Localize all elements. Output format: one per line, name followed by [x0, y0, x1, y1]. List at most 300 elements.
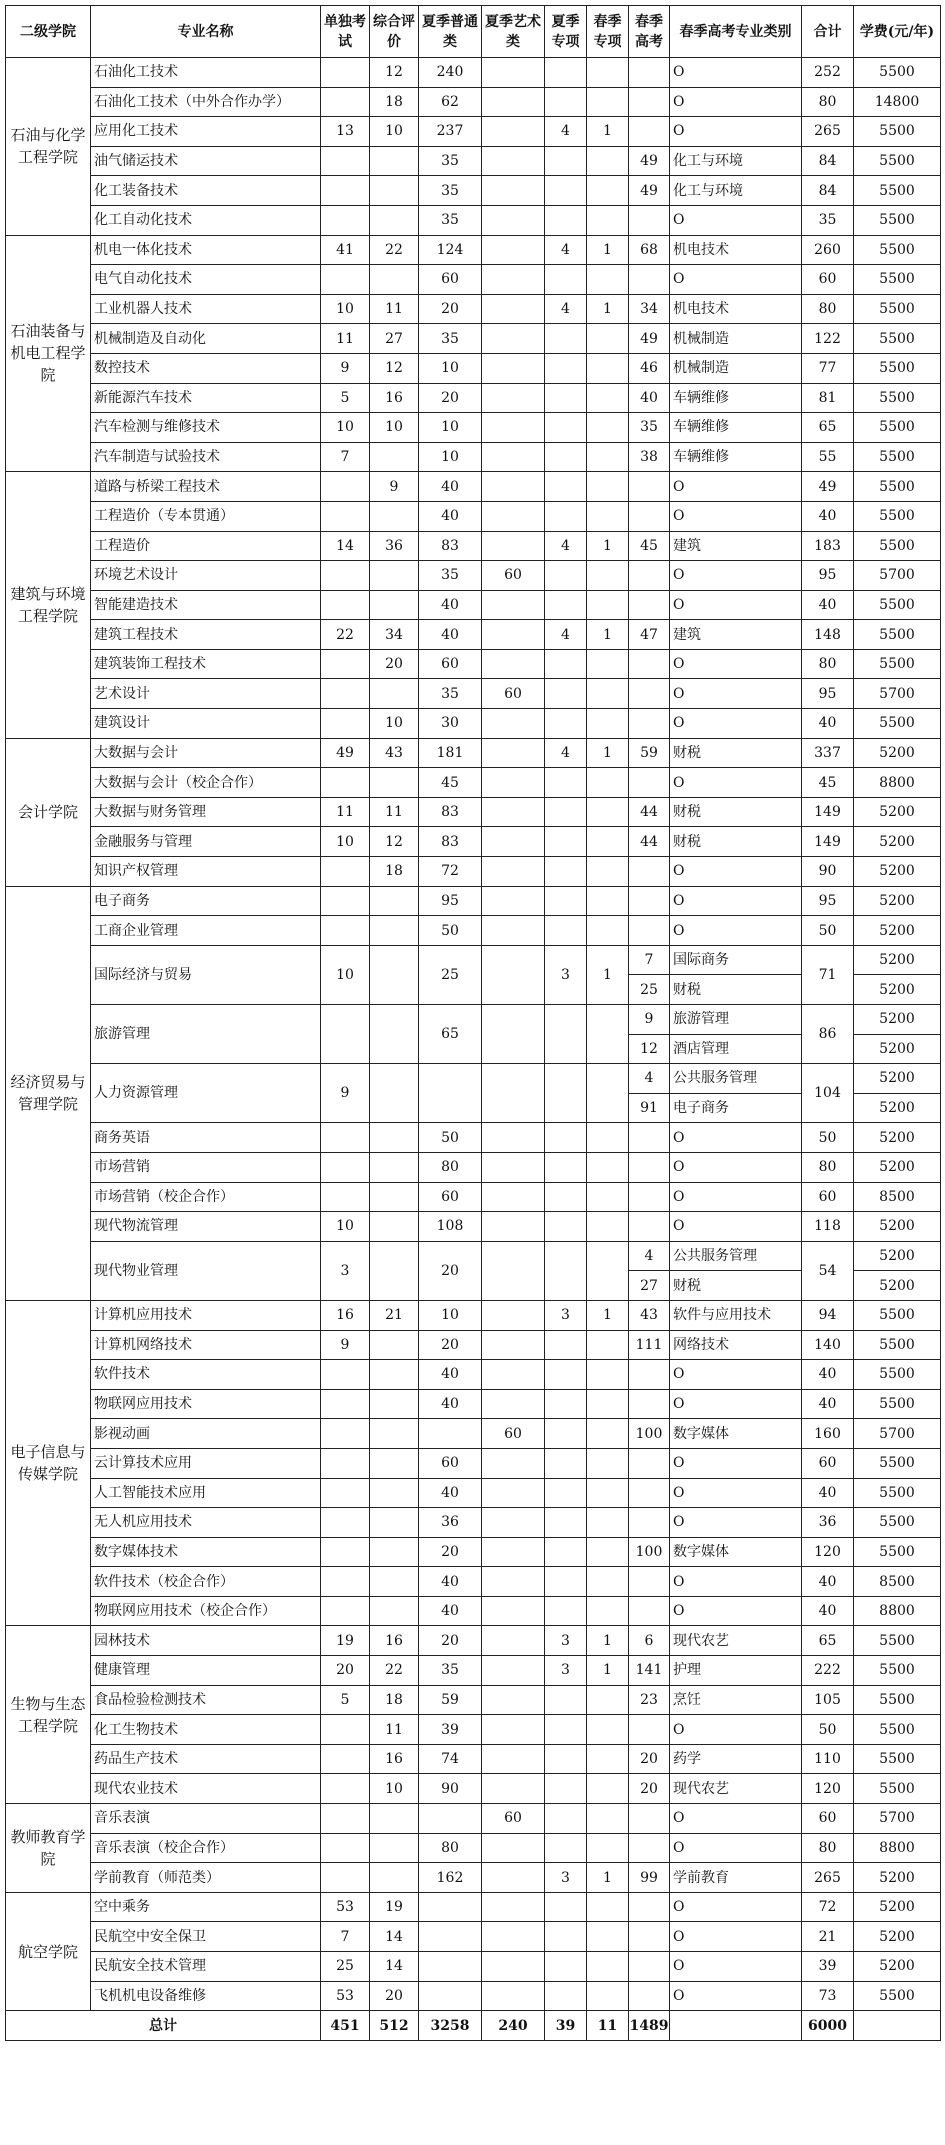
tuition-fee: 5200	[854, 1271, 941, 1301]
comprehensive-count: 10	[370, 1774, 419, 1804]
major-name: 艺术设计	[91, 679, 321, 709]
comprehensive-count	[370, 265, 419, 295]
major-total: 337	[802, 738, 854, 768]
summer-general-count: 30	[419, 709, 482, 739]
solo-exam-count: 10	[321, 294, 370, 324]
summer-general-count: 60	[419, 1182, 482, 1212]
spring-exam-count	[629, 590, 670, 620]
comprehensive-count	[370, 1360, 419, 1390]
major-name: 机械制造及自动化	[91, 324, 321, 354]
solo-exam-count	[321, 649, 370, 679]
major-name: 应用化工技术	[91, 117, 321, 147]
major-name: 油气储运技术	[91, 146, 321, 176]
comprehensive-count	[370, 1330, 419, 1360]
tuition-fee: 5500	[854, 1478, 941, 1508]
major-name: 大数据与财务管理	[91, 797, 321, 827]
summer-art-count	[482, 1656, 545, 1686]
solo-exam-count	[321, 87, 370, 117]
spring-category: 化工与环境	[670, 176, 802, 206]
summer-general-count: 20	[419, 294, 482, 324]
comprehensive-count	[370, 561, 419, 591]
summer-special-count	[545, 1952, 587, 1982]
comprehensive-count	[370, 768, 419, 798]
comprehensive-count: 10	[370, 117, 419, 147]
table-row	[6, 501, 941, 531]
major-total: 222	[802, 1656, 854, 1686]
spring-special-count	[587, 146, 629, 176]
major-total: 95	[802, 561, 854, 591]
solo-exam-count: 10	[321, 1212, 370, 1242]
spring-special-count	[587, 1981, 629, 2011]
table-row	[6, 383, 941, 413]
major-name: 音乐表演（校企合作）	[91, 1833, 321, 1863]
major-name: 民航空中安全保卫	[91, 1922, 321, 1952]
summer-art-count	[482, 1596, 545, 1626]
tuition-fee: 5500	[854, 1685, 941, 1715]
tuition-fee: 5500	[854, 383, 941, 413]
table-row	[6, 1774, 941, 1804]
summer-special-count: 4	[545, 235, 587, 265]
spring-special-count	[587, 709, 629, 739]
solo-exam-count	[321, 1389, 370, 1419]
solo-exam-count: 10	[321, 827, 370, 857]
table-row	[6, 768, 941, 798]
summer-general-count	[419, 1804, 482, 1834]
summer-art-count	[482, 235, 545, 265]
spring-exam-count: 141	[629, 1656, 670, 1686]
spring-exam-count	[629, 1952, 670, 1982]
solo-exam-count: 9	[321, 1330, 370, 1360]
tuition-fee: 5500	[854, 1774, 941, 1804]
spring-category: 财税	[670, 975, 802, 1005]
summer-special-count	[545, 87, 587, 117]
major-name: 健康管理	[91, 1656, 321, 1686]
comprehensive-count: 22	[370, 1656, 419, 1686]
solo-exam-count	[321, 1005, 370, 1064]
spring-exam-count	[629, 1212, 670, 1242]
table-row	[6, 1922, 941, 1952]
spring-category: 财税	[670, 797, 802, 827]
tuition-fee: 5200	[854, 1212, 941, 1242]
spring-special-count	[587, 1804, 629, 1834]
comprehensive-count	[370, 1152, 419, 1182]
tuition-fee: 5200	[854, 1005, 941, 1035]
comprehensive-count: 36	[370, 531, 419, 561]
major-name: 食品检验检测技术	[91, 1685, 321, 1715]
comprehensive-count	[370, 501, 419, 531]
table-row	[6, 1064, 941, 1094]
tuition-fee: 5500	[854, 709, 941, 739]
major-total: 54	[802, 1241, 854, 1300]
summer-art-count	[482, 886, 545, 916]
summer-general-count: 36	[419, 1508, 482, 1538]
major-name: 电子商务	[91, 886, 321, 916]
solo-exam-count	[321, 1182, 370, 1212]
comprehensive-count: 11	[370, 294, 419, 324]
major-name: 工程造价（专本贯通）	[91, 501, 321, 531]
spring-exam-count	[629, 1804, 670, 1834]
tuition-fee: 5200	[854, 945, 941, 975]
summer-special-count	[545, 1537, 587, 1567]
spring-special-count	[587, 1419, 629, 1449]
solo-exam-count: 14	[321, 531, 370, 561]
solo-exam-count: 53	[321, 1892, 370, 1922]
table-row	[6, 265, 941, 295]
summer-art-count: 60	[482, 1419, 545, 1449]
header-summer-art: 夏季艺术类	[482, 6, 545, 58]
comprehensive-count	[370, 1537, 419, 1567]
header-solo-exam: 单独考试	[321, 6, 370, 58]
tuition-fee: 5500	[854, 294, 941, 324]
solo-exam-count	[321, 679, 370, 709]
solo-exam-count	[321, 1833, 370, 1863]
comprehensive-count: 14	[370, 1952, 419, 1982]
table-row	[6, 1626, 941, 1656]
spring-category: O	[670, 679, 802, 709]
spring-exam-count	[629, 117, 670, 147]
summer-special-count: 3	[545, 1300, 587, 1330]
summer-general-count: 83	[419, 827, 482, 857]
header-spring-special: 春季专项	[587, 6, 629, 58]
summer-art-count	[482, 501, 545, 531]
comprehensive-count	[370, 679, 419, 709]
spring-exam-count: 25	[629, 975, 670, 1005]
spring-exam-count: 20	[629, 1744, 670, 1774]
major-name: 民航安全技术管理	[91, 1952, 321, 1982]
summer-general-count: 40	[419, 472, 482, 502]
major-name: 空中乘务	[91, 1892, 321, 1922]
totals-row	[6, 2011, 941, 2041]
summer-art-count	[482, 709, 545, 739]
summer-general-count: 72	[419, 857, 482, 887]
major-total: 40	[802, 1478, 854, 1508]
solo-exam-count	[321, 1804, 370, 1834]
spring-category: 机电技术	[670, 235, 802, 265]
major-total: 120	[802, 1774, 854, 1804]
spring-category: 机电技术	[670, 294, 802, 324]
header-summer-special: 夏季专项	[545, 6, 587, 58]
solo-exam-count	[321, 590, 370, 620]
tuition-fee: 5500	[854, 442, 941, 472]
summer-special-count	[545, 679, 587, 709]
solo-exam-count: 25	[321, 1952, 370, 1982]
tuition-fee: 5200	[854, 797, 941, 827]
summer-art-count	[482, 472, 545, 502]
spring-exam-count	[629, 561, 670, 591]
major-name: 工业机器人技术	[91, 294, 321, 324]
table-row	[6, 1744, 941, 1774]
spring-exam-count	[629, 1123, 670, 1153]
tuition-fee: 5500	[854, 1300, 941, 1330]
solo-exam-count: 11	[321, 324, 370, 354]
summer-special-count: 4	[545, 738, 587, 768]
major-name: 学前教育（师范类）	[91, 1863, 321, 1893]
spring-special-count	[587, 1123, 629, 1153]
tuition-fee: 5200	[854, 1034, 941, 1064]
spring-category: O	[670, 1389, 802, 1419]
summer-general-count	[419, 1419, 482, 1449]
comprehensive-count	[370, 1567, 419, 1597]
comprehensive-count: 12	[370, 827, 419, 857]
spring-special-count	[587, 353, 629, 383]
major-name: 新能源汽车技术	[91, 383, 321, 413]
spring-exam-count: 68	[629, 235, 670, 265]
summer-special-count	[545, 1212, 587, 1242]
spring-special-count	[587, 1892, 629, 1922]
tuition-fee: 5500	[854, 1744, 941, 1774]
solo-exam-count	[321, 1744, 370, 1774]
spring-special-count	[587, 1478, 629, 1508]
summer-art-count	[482, 1774, 545, 1804]
totals-solo: 451	[321, 2011, 370, 2041]
summer-special-count	[545, 1241, 587, 1300]
major-total: 77	[802, 353, 854, 383]
table-row	[6, 679, 941, 709]
spring-exam-count: 100	[629, 1537, 670, 1567]
spring-category: 机械制造	[670, 324, 802, 354]
summer-art-count	[482, 1241, 545, 1300]
spring-category: 电子商务	[670, 1093, 802, 1123]
summer-special-count	[545, 797, 587, 827]
spring-exam-count	[629, 1715, 670, 1745]
summer-general-count: 80	[419, 1833, 482, 1863]
spring-special-count	[587, 1833, 629, 1863]
major-total: 80	[802, 1152, 854, 1182]
comprehensive-count: 20	[370, 649, 419, 679]
summer-special-count	[545, 205, 587, 235]
spring-category: 现代农艺	[670, 1626, 802, 1656]
summer-general-count: 20	[419, 1537, 482, 1567]
major-name: 软件技术	[91, 1360, 321, 1390]
tuition-fee: 5500	[854, 1389, 941, 1419]
summer-general-count: 40	[419, 1389, 482, 1419]
summer-art-count: 60	[482, 679, 545, 709]
summer-general-count	[419, 1064, 482, 1123]
major-name: 道路与桥梁工程技术	[91, 472, 321, 502]
spring-special-count	[587, 1330, 629, 1360]
solo-exam-count: 7	[321, 442, 370, 472]
spring-category: O	[670, 58, 802, 88]
spring-category: 建筑	[670, 531, 802, 561]
comprehensive-count: 19	[370, 1892, 419, 1922]
summer-special-count	[545, 1152, 587, 1182]
tuition-fee: 8800	[854, 1596, 941, 1626]
major-total: 40	[802, 1389, 854, 1419]
spring-category: O	[670, 590, 802, 620]
summer-general-count	[419, 1952, 482, 1982]
college-name: 石油与化学工程学院	[6, 58, 91, 236]
major-name: 云计算技术应用	[91, 1448, 321, 1478]
spring-special-count	[587, 1212, 629, 1242]
summer-special-count	[545, 1567, 587, 1597]
table-row	[6, 1656, 941, 1686]
spring-exam-count: 23	[629, 1685, 670, 1715]
table-row	[6, 294, 941, 324]
comprehensive-count: 22	[370, 235, 419, 265]
major-total: 65	[802, 413, 854, 443]
spring-exam-count	[629, 1596, 670, 1626]
spring-category: O	[670, 1833, 802, 1863]
table-row	[6, 649, 941, 679]
spring-special-count	[587, 58, 629, 88]
table-row	[6, 561, 941, 591]
summer-general-count: 20	[419, 1330, 482, 1360]
spring-category: 旅游管理	[670, 1005, 802, 1035]
table-row	[6, 531, 941, 561]
spring-special-count	[587, 1152, 629, 1182]
spring-category: 化工与环境	[670, 146, 802, 176]
spring-category: O	[670, 1508, 802, 1538]
spring-special-count	[587, 1952, 629, 1982]
major-total: 149	[802, 797, 854, 827]
summer-art-count	[482, 1389, 545, 1419]
table-row	[6, 235, 941, 265]
tuition-fee: 5500	[854, 205, 941, 235]
spring-special-count	[587, 827, 629, 857]
major-name: 计算机应用技术	[91, 1300, 321, 1330]
table-row	[6, 1152, 941, 1182]
summer-special-count	[545, 649, 587, 679]
summer-special-count	[545, 1892, 587, 1922]
tuition-fee: 5500	[854, 1360, 941, 1390]
table-row	[6, 1419, 941, 1449]
spring-exam-count	[629, 1478, 670, 1508]
spring-special-count	[587, 1744, 629, 1774]
major-name: 化工生物技术	[91, 1715, 321, 1745]
tuition-fee: 8500	[854, 1567, 941, 1597]
solo-exam-count	[321, 1567, 370, 1597]
summer-general-count: 162	[419, 1863, 482, 1893]
table-row	[6, 87, 941, 117]
summer-general-count: 83	[419, 531, 482, 561]
summer-art-count	[482, 1300, 545, 1330]
summer-art-count	[482, 353, 545, 383]
major-name: 人工智能技术应用	[91, 1478, 321, 1508]
major-total: 95	[802, 886, 854, 916]
solo-exam-count: 9	[321, 353, 370, 383]
summer-special-count	[545, 886, 587, 916]
comprehensive-count	[370, 1212, 419, 1242]
comprehensive-count	[370, 176, 419, 206]
major-name: 软件技术（校企合作）	[91, 1567, 321, 1597]
comprehensive-count: 21	[370, 1300, 419, 1330]
comprehensive-count	[370, 1804, 419, 1834]
summer-general-count: 50	[419, 916, 482, 946]
major-total: 260	[802, 235, 854, 265]
major-total: 50	[802, 1123, 854, 1153]
summer-general-count: 60	[419, 265, 482, 295]
comprehensive-count: 16	[370, 383, 419, 413]
solo-exam-count	[321, 857, 370, 887]
spring-exam-count	[629, 1981, 670, 2011]
spring-exam-count: 6	[629, 1626, 670, 1656]
summer-special-count	[545, 1715, 587, 1745]
comprehensive-count: 18	[370, 1685, 419, 1715]
major-total: 21	[802, 1922, 854, 1952]
summer-art-count: 60	[482, 561, 545, 591]
tuition-fee: 5200	[854, 1064, 941, 1094]
major-total: 183	[802, 531, 854, 561]
table-row	[6, 117, 941, 147]
table-row	[6, 1212, 941, 1242]
comprehensive-count: 11	[370, 797, 419, 827]
spring-exam-count: 59	[629, 738, 670, 768]
solo-exam-count	[321, 1478, 370, 1508]
solo-exam-count: 5	[321, 383, 370, 413]
solo-exam-count	[321, 58, 370, 88]
summer-art-count	[482, 442, 545, 472]
spring-special-count	[587, 87, 629, 117]
spring-special-count	[587, 265, 629, 295]
major-total: 265	[802, 117, 854, 147]
spring-special-count: 1	[587, 1656, 629, 1686]
summer-general-count: 35	[419, 1656, 482, 1686]
tuition-fee: 5200	[854, 916, 941, 946]
spring-special-count	[587, 1922, 629, 1952]
spring-special-count: 1	[587, 945, 629, 1004]
summer-general-count: 237	[419, 117, 482, 147]
tuition-fee: 5200	[854, 1152, 941, 1182]
totals-spring-special: 11	[587, 2011, 629, 2041]
summer-general-count: 10	[419, 353, 482, 383]
summer-general-count: 39	[419, 1715, 482, 1745]
major-total: 60	[802, 265, 854, 295]
spring-category: 财税	[670, 738, 802, 768]
major-total: 252	[802, 58, 854, 88]
comprehensive-count	[370, 205, 419, 235]
tuition-fee: 5200	[854, 1952, 941, 1982]
major-name: 现代农业技术	[91, 1774, 321, 1804]
spring-special-count	[587, 768, 629, 798]
spring-category: 学前教育	[670, 1863, 802, 1893]
solo-exam-count	[321, 1152, 370, 1182]
spring-special-count	[587, 1448, 629, 1478]
summer-special-count	[545, 561, 587, 591]
comprehensive-count	[370, 1064, 419, 1123]
major-name: 知识产权管理	[91, 857, 321, 887]
tuition-fee: 5500	[854, 472, 941, 502]
summer-art-count	[482, 117, 545, 147]
comprehensive-count: 18	[370, 857, 419, 887]
tuition-fee: 5200	[854, 1922, 941, 1952]
summer-art-count	[482, 1508, 545, 1538]
major-total: 73	[802, 1981, 854, 2011]
solo-exam-count: 16	[321, 1300, 370, 1330]
comprehensive-count	[370, 945, 419, 1004]
solo-exam-count	[321, 1360, 370, 1390]
summer-art-count	[482, 1064, 545, 1123]
spring-exam-count	[629, 1448, 670, 1478]
spring-exam-count	[629, 205, 670, 235]
spring-special-count	[587, 590, 629, 620]
comprehensive-count	[370, 1863, 419, 1893]
spring-category: 网络技术	[670, 1330, 802, 1360]
major-total: 81	[802, 383, 854, 413]
spring-category: 车辆维修	[670, 383, 802, 413]
summer-general-count: 108	[419, 1212, 482, 1242]
solo-exam-count: 10	[321, 945, 370, 1004]
tuition-fee: 5500	[854, 413, 941, 443]
totals-category	[670, 2011, 802, 2041]
major-total: 39	[802, 1952, 854, 1982]
comprehensive-count: 12	[370, 353, 419, 383]
summer-general-count: 240	[419, 58, 482, 88]
summer-special-count	[545, 146, 587, 176]
solo-exam-count	[321, 146, 370, 176]
major-name: 汽车制造与试验技术	[91, 442, 321, 472]
summer-special-count	[545, 383, 587, 413]
comprehensive-count: 10	[370, 413, 419, 443]
